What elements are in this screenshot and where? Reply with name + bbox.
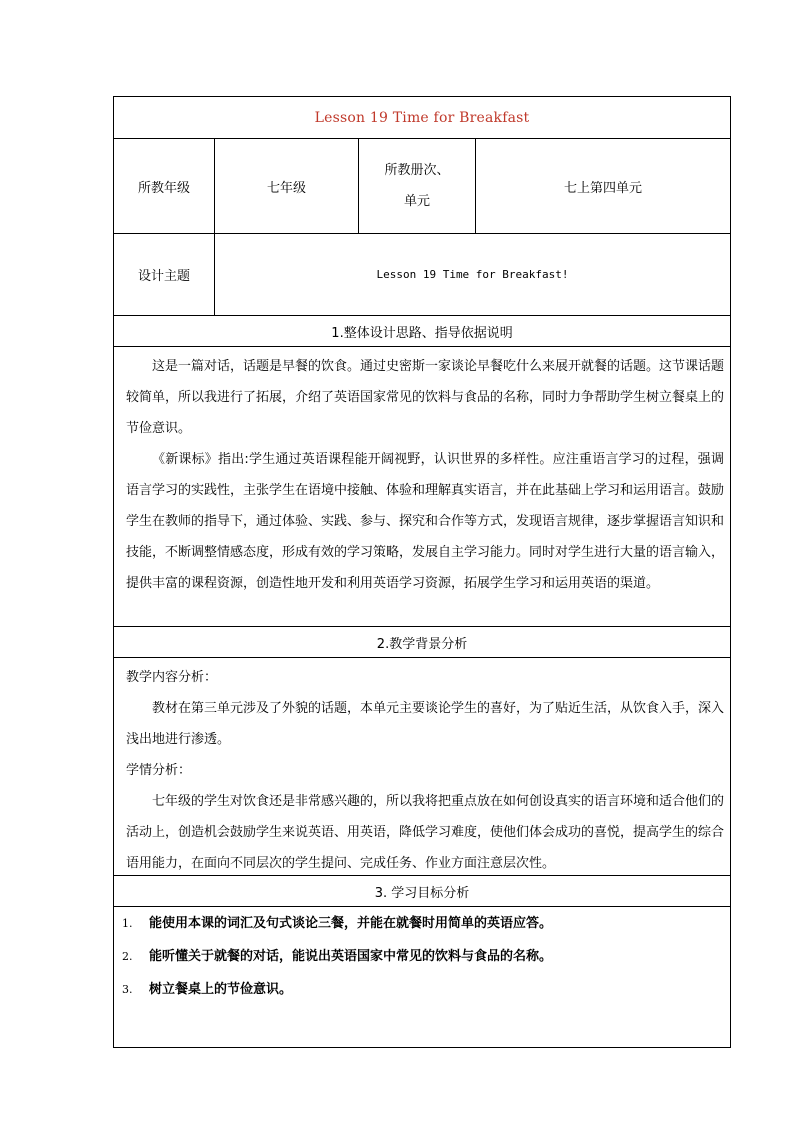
goals-list — [114, 907, 730, 1047]
content-analysis-label: 教学内容分析： — [126, 670, 218, 685]
lesson-title: Lesson 19 Time for Breakfast — [114, 97, 730, 139]
student-analysis-label: 学情分析： — [126, 763, 192, 778]
volume-label-line2: 单元 — [403, 194, 430, 209]
grade-value: 七年级 — [215, 139, 359, 233]
theme-value: Lesson 19 Time for Breakfast! — [376, 268, 569, 281]
section2-body — [114, 658, 730, 876]
section1-paragraph: 《新课标》指出:学生通过英语课程能开阔视野，认识世界的多样性。应注重语言学习的过程，强调语言学习的实践性，主张学生在语境中接触、体验和理解真实语言，并在此基础上学习和运用语言。鼓励学生在教师的指导下，通过体验、实践、参与、探究和合作等方式，发现语言规律，逐步掌握语言知识和技能，不断调整情感态度，形成有效的学习策略，发展自主学习能力。同时对学生进行大量的语言输入，提供丰富的课程资源，创造性地开发和利用英语学习资源，拓展学生学习和运用英语的渠道。 — [126, 452, 725, 591]
student-analysis-text: 七年级的学生对饮食还是非常感兴趣的，所以我将把重点放在如何创设真实的语言环境和适合他们的活动上，创造机会鼓励学生来说英语、用英语，降低学习难度，使他们体会成功的喜悦，提高学生的综合语用能力，在面向不同层次的学生提问、完成任务、作业方面注意层次性。 — [126, 794, 725, 871]
goal-text: 树立餐桌上的节俭意识。 — [149, 982, 293, 997]
section2-heading: 2.教学背景分析 — [114, 627, 730, 658]
section1-heading: 1.整体设计思路、指导依据说明 — [114, 316, 730, 347]
goal-item — [122, 940, 724, 973]
volume-value: 七上第四单元 — [563, 180, 642, 196]
section1-body — [114, 347, 730, 627]
grade-label: 所教年级 — [114, 139, 215, 233]
content-analysis-text: 教材在第三单元涉及了外貌的话题，本单元主要谈论学生的喜好，为了贴近生活，从饮食入手，深入浅出地进行渗透。 — [126, 701, 725, 747]
goal-item — [122, 973, 724, 1006]
goal-text: 能听懂关于就餐的对话，能说出英语国家中常见的饮料与食品的名称。 — [149, 949, 553, 964]
goal-number: 2. — [122, 950, 133, 963]
info-row-theme — [114, 234, 730, 316]
goal-number: 1. — [122, 917, 133, 930]
volume-label-line1: 所教册次、 — [384, 163, 450, 178]
theme-label: 设计主题 — [114, 234, 215, 315]
goal-text: 能使用本课的词汇及句式谈论三餐，并能在就餐时用简单的英语应答。 — [149, 916, 553, 931]
section3-heading: 3. 学习目标分析 — [114, 876, 730, 907]
volume-label — [359, 139, 476, 233]
goal-item — [122, 907, 724, 940]
lesson-plan-table — [113, 96, 731, 1048]
goal-number: 3. — [122, 983, 133, 996]
info-row-grade — [114, 139, 730, 234]
section1-paragraph: 这是一篇对话，话题是早餐的饮食。通过史密斯一家谈论早餐吃什么来展开就餐的话题。这节课话题较简单，所以我进行了拓展，介绍了英语国家常见的饮料与食品的名称，同时力争帮助学生树立餐桌上的节俭意识。 — [126, 359, 725, 436]
